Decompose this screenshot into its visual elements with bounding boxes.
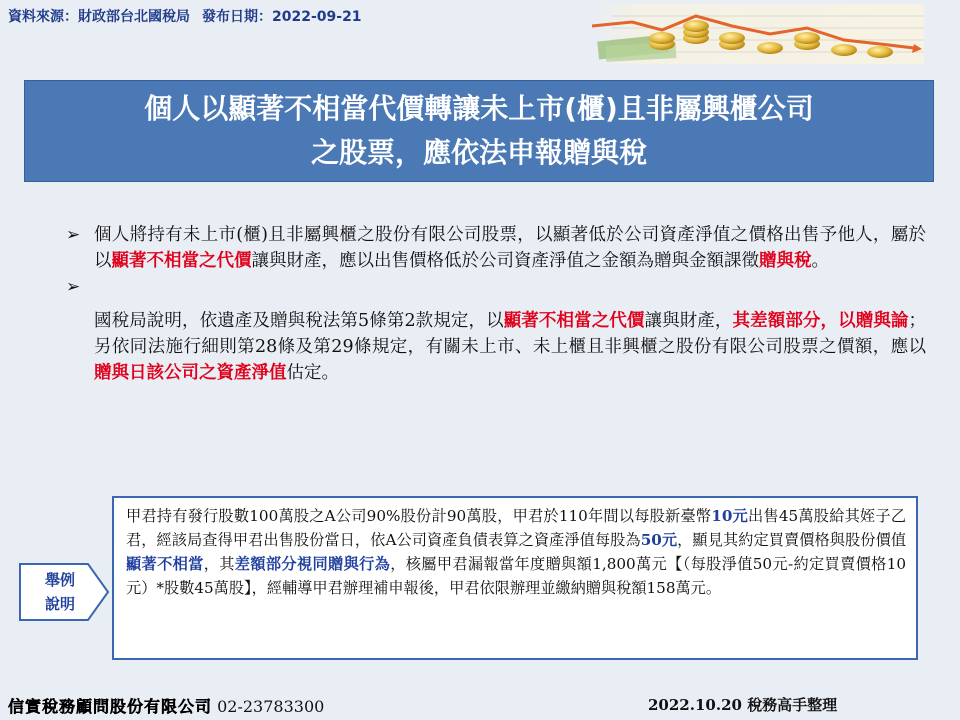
- arrow-bullet-icon: ➢: [66, 225, 81, 245]
- bullet-2-spacer: [94, 274, 926, 300]
- example-highlight: 顯著不相當: [126, 555, 204, 573]
- bullet-2-text-part: 讓與財產，: [644, 311, 733, 331]
- arrow-bullet-icon: ➢: [66, 277, 81, 297]
- example-text-part: 出售45萬股給其姪子乙君，經該局查得甲君出售股份當日，依A公司資產負債表算之資產淨值每股為: [126, 507, 907, 549]
- example-highlight: 差額部分視同贈與行為: [234, 555, 391, 573]
- example-text-part: ，其: [203, 555, 235, 573]
- example-label: [16, 560, 112, 624]
- example-text-part: ，顯見其約定買賣價格與股份價值: [677, 531, 907, 549]
- example-highlight: 10元: [711, 507, 749, 525]
- bullet-2-text-part: 國稅局說明，依遺產及贈與稅法第5條第2款規定，以: [94, 311, 504, 331]
- company-phone: 02-23783300: [217, 697, 325, 716]
- bullet-1-highlight: 顯著不相當之代價: [111, 251, 252, 271]
- example-text-part: ，核屬甲君漏報當年度贈與額1,800萬元【（每股淨值50元-約定買賣價格10元）*股數45萬股】，經輔導甲君辦理補申報後，甲君依限辦理並繳納贈與稅額158萬元。: [126, 555, 907, 597]
- bullet-1-text-part: 個人將持有未上市(櫃)且非屬興櫃之股份有限公司股票，以顯著低於公司資產淨值之價格出售予他人，屬於以: [94, 225, 926, 271]
- title-line-1: 個人以顯著不相當代價轉讓未上市(櫃)且非屬興櫃公司: [144, 92, 814, 125]
- title-banner: [24, 80, 934, 182]
- company-name: 信實稅務顧問股份有限公司: [8, 697, 213, 716]
- footer-company: [8, 694, 324, 717]
- bullet-item-1: [66, 222, 926, 274]
- example-box: [112, 496, 918, 660]
- publish-date: 發布日期：2022-09-21: [202, 9, 362, 25]
- title-line-2: 之股票，應依法申報贈與稅: [310, 136, 647, 169]
- bullet-1-text-part: 。: [811, 251, 829, 271]
- bullet-1-text: [94, 222, 926, 274]
- coins-chart-illustration: [592, 4, 924, 64]
- bullet-1-text-part: 讓與財產，應以出售價格低於公司資產淨值之金額為贈與金額課徵: [251, 251, 759, 271]
- bullet-2-highlight: 其差額部分，以贈與論: [732, 311, 909, 331]
- footer-date: 2022.10.20 稅務高手整理: [648, 696, 838, 714]
- example-label-line-2: 說明: [44, 595, 75, 613]
- bullet-item-2: [66, 274, 926, 386]
- bullet-2-text-part: 估定。: [286, 363, 339, 383]
- bullet-list: [66, 222, 926, 386]
- example-highlight: 50元: [640, 531, 678, 549]
- example-label-line-1: 舉例: [44, 571, 75, 589]
- bullet-2-text: [94, 308, 926, 386]
- bullet-2-highlight: 贈與日該公司之資產淨值: [94, 363, 287, 383]
- example-text-part: 甲君持有發行股數100萬股之A公司90%股份計90萬股，甲君於110年間以每股新臺幣: [126, 507, 712, 525]
- source-line: [8, 6, 362, 26]
- source-text: 資料來源：財政部台北國稅局: [8, 9, 190, 25]
- example-label-text: [32, 568, 88, 616]
- bullet-2-text-part: ；另依同法施行細則第28條及第29條規定，有關未上市、未上櫃且非興櫃之股份有限公司股票之價額，應以: [94, 311, 927, 357]
- bullet-2-highlight: 顯著不相當之代價: [503, 311, 645, 331]
- bullet-1-highlight: 贈與稅: [759, 251, 812, 271]
